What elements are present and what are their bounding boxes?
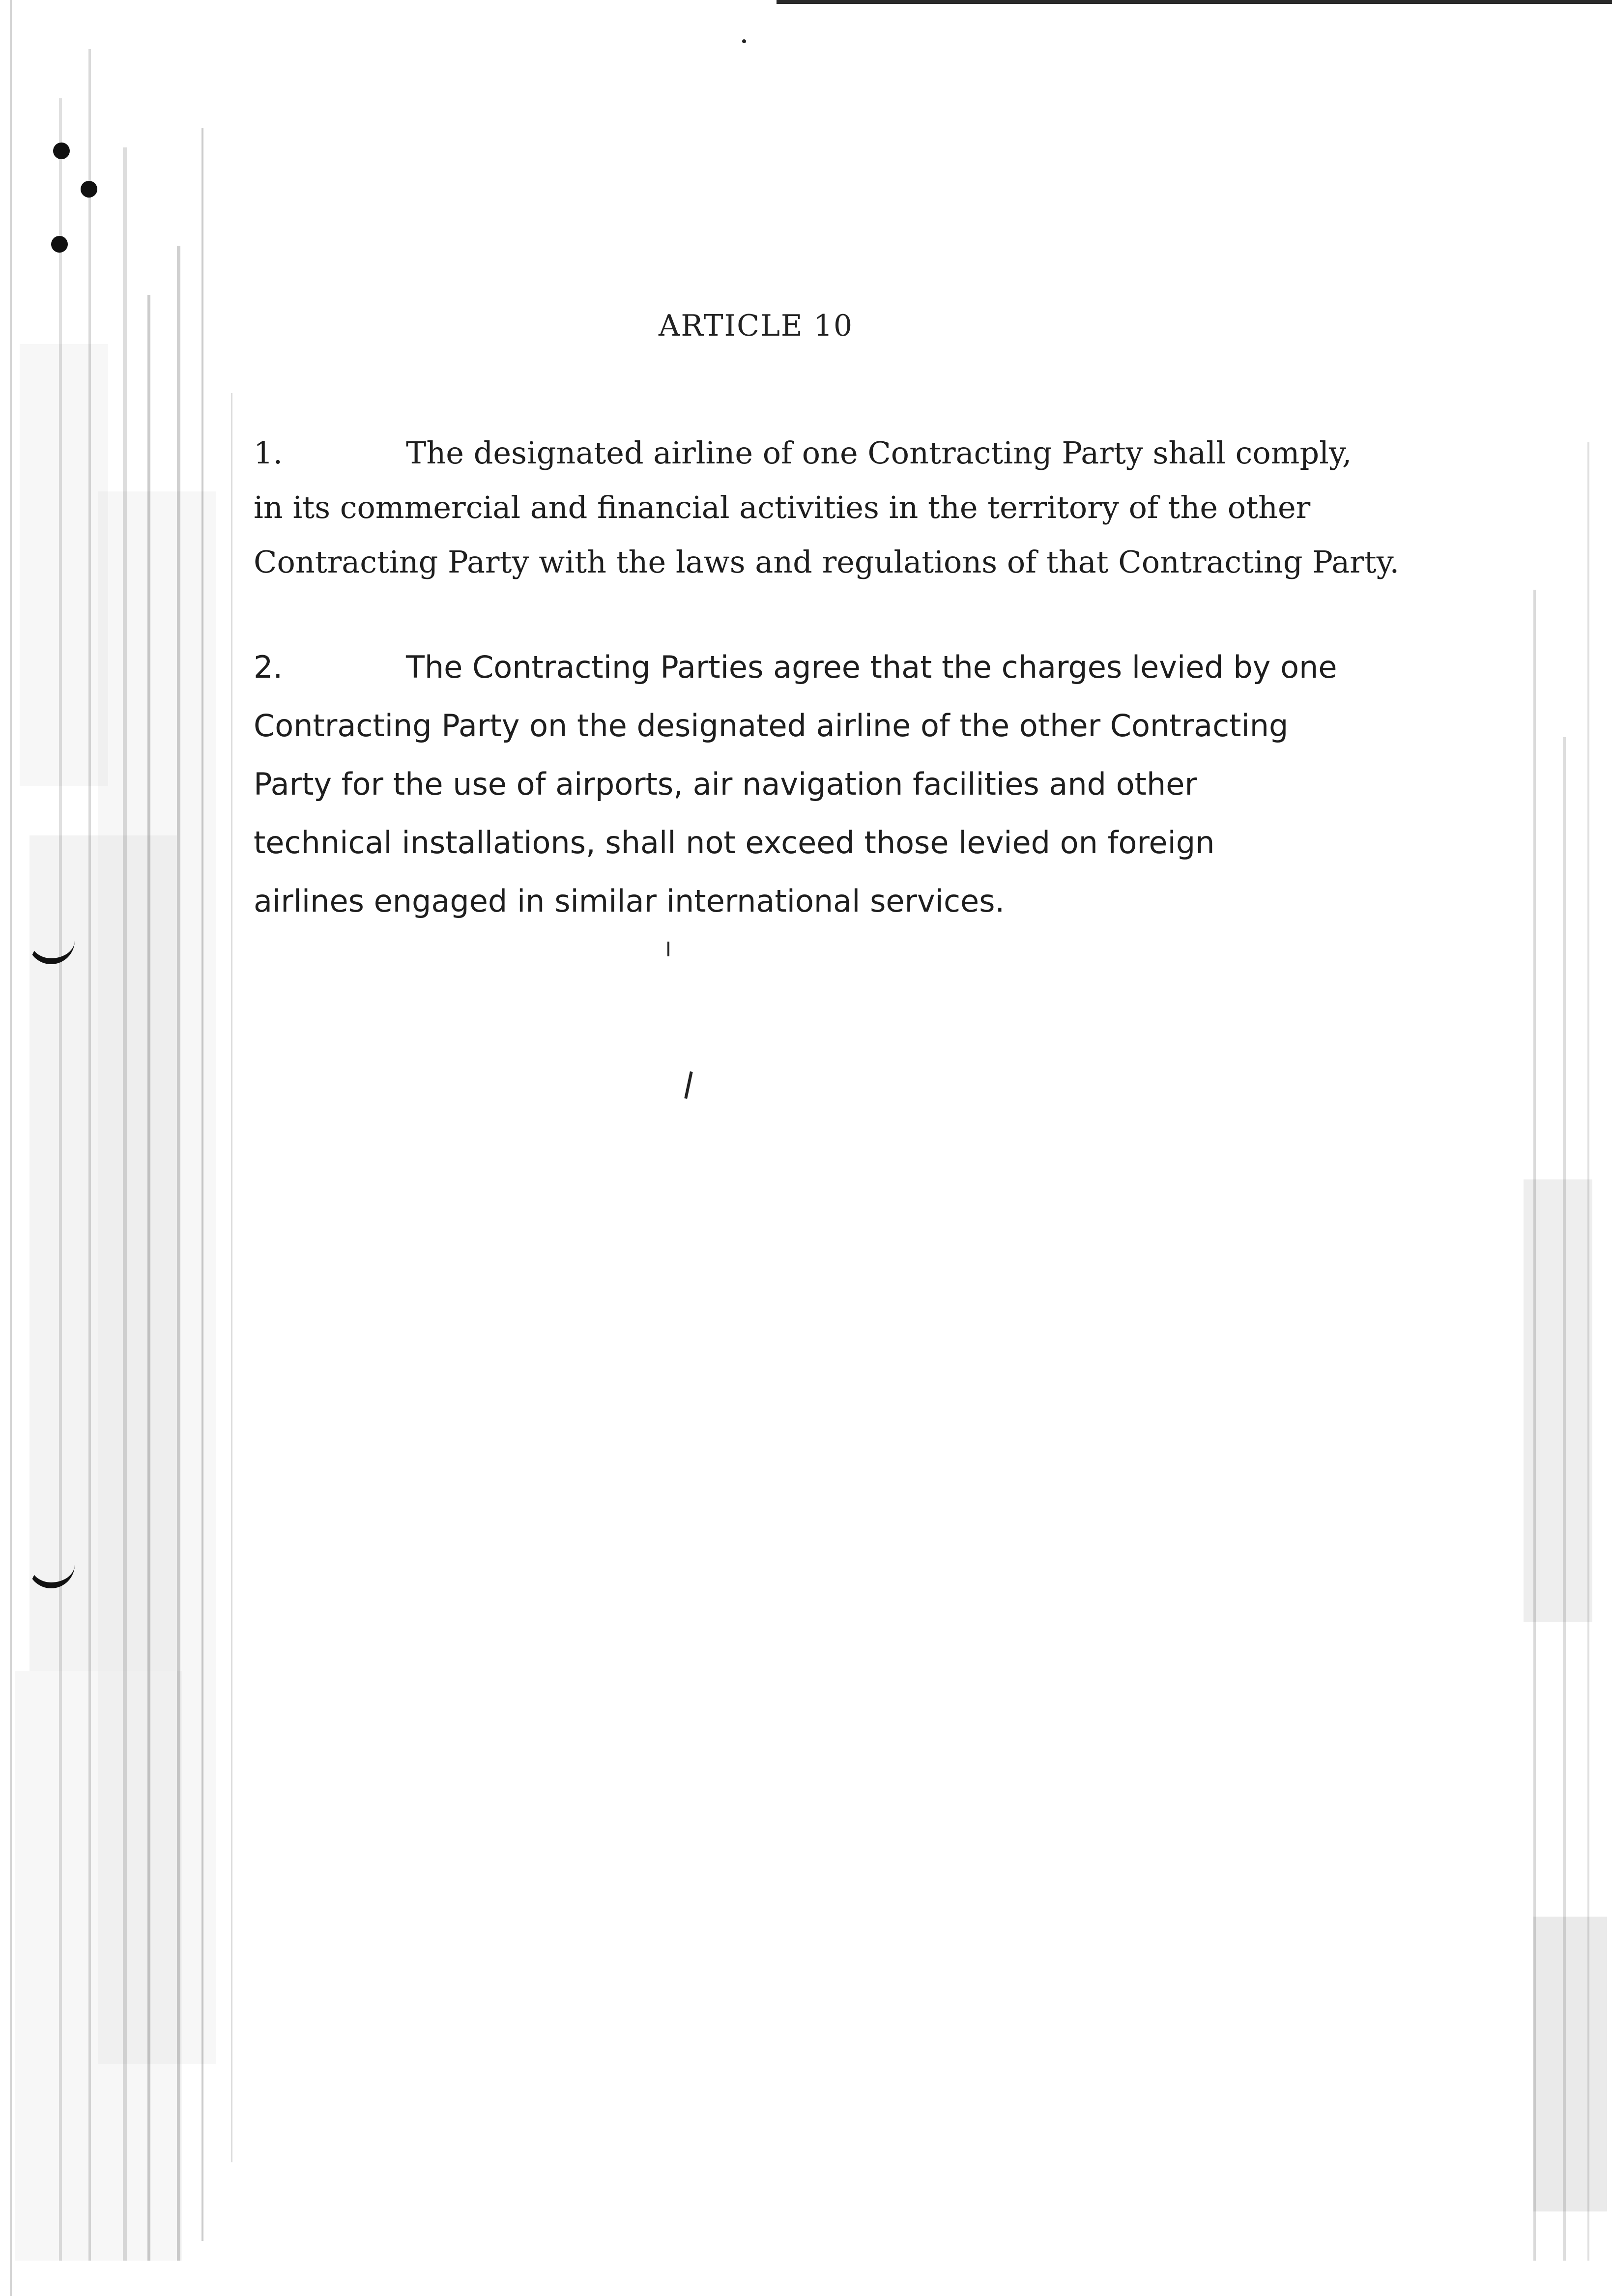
stray-pen-mark bbox=[667, 942, 669, 956]
paragraph-line: in its commercial and financial activities in the territory of the other bbox=[254, 489, 1311, 525]
paragraph-line bbox=[254, 638, 1512, 696]
paragraph-line: technical installations, shall not exceed those levied on foreign bbox=[254, 825, 1215, 861]
paragraph-line bbox=[254, 426, 1512, 480]
punch-hole-dot bbox=[53, 143, 70, 159]
scan-noise-right-margin bbox=[1504, 0, 1612, 2296]
paragraph-1 bbox=[254, 426, 1512, 589]
paragraph-text: The Contracting Parties agree that the charges levied by one bbox=[406, 649, 1337, 685]
paragraph-line: Party for the use of airports, air navigation facilities and other bbox=[254, 766, 1197, 802]
punch-hole-dot bbox=[51, 236, 68, 253]
top-edge-line bbox=[777, 0, 1612, 4]
paragraph-line: Contracting Party with the laws and regulations of that Contracting Party. bbox=[254, 544, 1400, 580]
paragraph-text: The designated airline of one Contracting Party shall comply, bbox=[406, 435, 1352, 471]
scan-noise-left-margin bbox=[0, 0, 256, 2296]
stray-pen-mark bbox=[684, 1071, 693, 1099]
paragraph-line: airlines engaged in similar international services. bbox=[254, 883, 1005, 919]
paragraph-number: 2. bbox=[254, 649, 283, 685]
paragraph-line: Contracting Party on the designated airline of the other Contracting bbox=[254, 708, 1289, 744]
stray-dot bbox=[742, 39, 746, 43]
article-heading: ARTICLE 10 bbox=[659, 309, 854, 343]
paragraph-number: 1. bbox=[254, 435, 283, 471]
punch-hole-dot bbox=[81, 181, 97, 198]
paragraph-2 bbox=[254, 638, 1512, 930]
